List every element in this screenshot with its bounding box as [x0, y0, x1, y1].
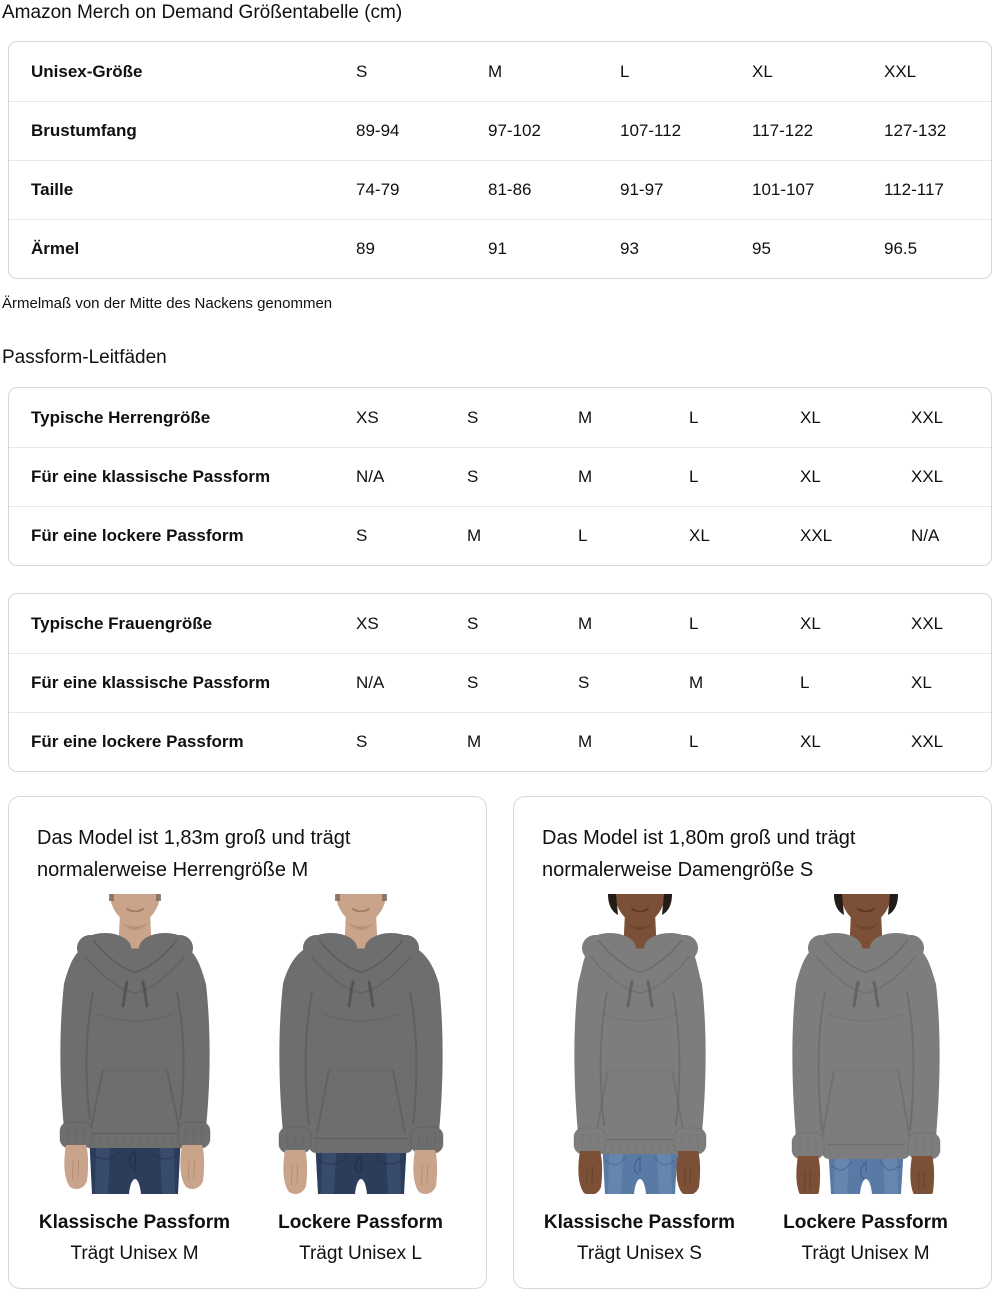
size-cell: M	[578, 467, 593, 486]
size-cell: S	[356, 61, 368, 81]
fit-guides-heading: Passform-Leitfäden	[2, 347, 167, 368]
fit-size: Trägt Unisex M	[801, 1243, 930, 1264]
size-cell: L	[620, 61, 630, 81]
row-label: Typische Herrengröße	[31, 407, 211, 427]
size-table-row	[9, 42, 991, 101]
size-cell: M	[467, 732, 482, 751]
mens-fit-row	[9, 388, 991, 447]
fit-title: Lockere Passform	[278, 1212, 443, 1233]
row-label: Typische Frauengröße	[31, 613, 213, 633]
size-cell: XL	[800, 407, 821, 427]
size-cell: 127-132	[884, 121, 947, 140]
fit-size: Trägt Unisex S	[577, 1243, 702, 1264]
fit-title: Klassische Passform	[38, 1212, 231, 1233]
size-cell: 107-112	[620, 121, 682, 140]
size-cell: S	[356, 732, 368, 751]
size-cell: 74-79	[356, 180, 400, 199]
size-cell: L	[578, 526, 588, 545]
mens-fit-table	[8, 387, 992, 566]
size-cell: 97-102	[488, 121, 541, 140]
size-table-row	[9, 160, 991, 219]
size-cell: S	[467, 407, 479, 427]
size-cell: S	[467, 673, 479, 692]
size-cell: 101-107	[752, 180, 815, 199]
size-cell: S	[467, 613, 479, 633]
size-cell: S	[467, 467, 479, 486]
size-cell: 81-86	[488, 180, 532, 199]
size-cell: M	[578, 732, 593, 751]
unisex-size-table	[8, 41, 992, 279]
size-cell: M	[578, 613, 593, 633]
size-cell: XXL	[911, 732, 944, 751]
size-cell: XL	[800, 613, 821, 633]
womens-fit-row	[9, 653, 991, 712]
size-cell: 89-94	[356, 121, 400, 140]
size-cell: 117-122	[752, 121, 814, 140]
size-cell: L	[689, 467, 699, 486]
size-cell: 93	[620, 239, 639, 258]
row-label: Für eine lockere Passform	[31, 732, 244, 751]
size-cell: XXL	[884, 61, 917, 81]
model-figure-classic-fit	[29, 894, 241, 1265]
model-figure-loose-fit	[760, 894, 972, 1265]
row-label: Für eine klassische Passform	[31, 673, 271, 692]
size-cell: XS	[356, 613, 379, 633]
model-photo	[760, 894, 972, 1194]
size-cell: XXL	[911, 613, 944, 633]
model-description: Das Model ist 1,80m groß und trägt normalerweise Damengröße S	[542, 827, 856, 881]
size-cell: M	[689, 673, 704, 692]
size-cell: N/A	[356, 467, 385, 486]
row-label: Für eine lockere Passform	[31, 526, 244, 545]
model-figures	[532, 894, 973, 1265]
size-cell: S	[578, 673, 590, 692]
model-description: Das Model ist 1,83m groß und trägt normalerweise Herrengröße M	[37, 827, 351, 881]
size-cell: 95	[752, 239, 771, 258]
mens-model-card	[8, 796, 487, 1289]
size-cell: XXL	[800, 526, 833, 545]
row-label: Ärmel	[31, 239, 80, 258]
size-cell: 91-97	[620, 180, 664, 199]
womens-model-card	[513, 796, 992, 1289]
mens-fit-row	[9, 447, 991, 506]
size-cell: L	[800, 673, 810, 692]
size-table-row	[9, 219, 991, 278]
row-label: Für eine klassische Passform	[31, 467, 271, 486]
fit-title: Lockere Passform	[783, 1212, 948, 1233]
model-photo	[534, 894, 746, 1194]
page-title: Amazon Merch on Demand Größentabelle (cm)	[2, 2, 403, 23]
size-cell: 112-117	[884, 180, 944, 199]
sleeve-footnote: Ärmelmaß von der Mitte des Nackens genommen	[2, 295, 333, 312]
womens-fit-table	[8, 593, 992, 772]
size-cell: XXL	[911, 467, 944, 486]
size-cell: XL	[800, 467, 821, 486]
size-cell: XXL	[911, 407, 944, 427]
fit-size: Trägt Unisex L	[299, 1243, 422, 1264]
row-label: Unisex-Größe	[31, 61, 143, 81]
size-cell: L	[689, 613, 699, 633]
size-cell: 91	[488, 239, 507, 258]
size-cell: XL	[752, 61, 773, 81]
model-figures	[27, 894, 468, 1265]
size-cell: N/A	[911, 526, 940, 545]
model-cards	[8, 796, 992, 1289]
size-cell: N/A	[356, 673, 385, 692]
size-cell: M	[578, 407, 593, 427]
size-cell: L	[689, 407, 699, 427]
model-figure-classic-fit	[534, 894, 746, 1265]
model-photo	[29, 894, 241, 1194]
size-cell: S	[356, 526, 368, 545]
size-cell: M	[467, 526, 482, 545]
mens-fit-row	[9, 506, 991, 565]
size-table-row	[9, 101, 991, 160]
row-label: Brustumfang	[31, 121, 137, 140]
womens-fit-row	[9, 712, 991, 771]
size-cell: 96.5	[884, 239, 918, 258]
model-photo	[255, 894, 467, 1194]
row-label: Taille	[31, 180, 74, 199]
size-cell: M	[488, 61, 503, 81]
size-cell: XL	[689, 526, 710, 545]
size-cell: L	[689, 732, 699, 751]
size-cell: XL	[911, 673, 932, 692]
size-cell: XS	[356, 407, 379, 427]
size-cell: XL	[800, 732, 821, 751]
model-figure-loose-fit	[255, 894, 467, 1265]
fit-size: Trägt Unisex M	[70, 1243, 199, 1264]
womens-fit-row	[9, 594, 991, 653]
size-cell: 89	[356, 239, 375, 258]
fit-title: Klassische Passform	[543, 1212, 736, 1233]
